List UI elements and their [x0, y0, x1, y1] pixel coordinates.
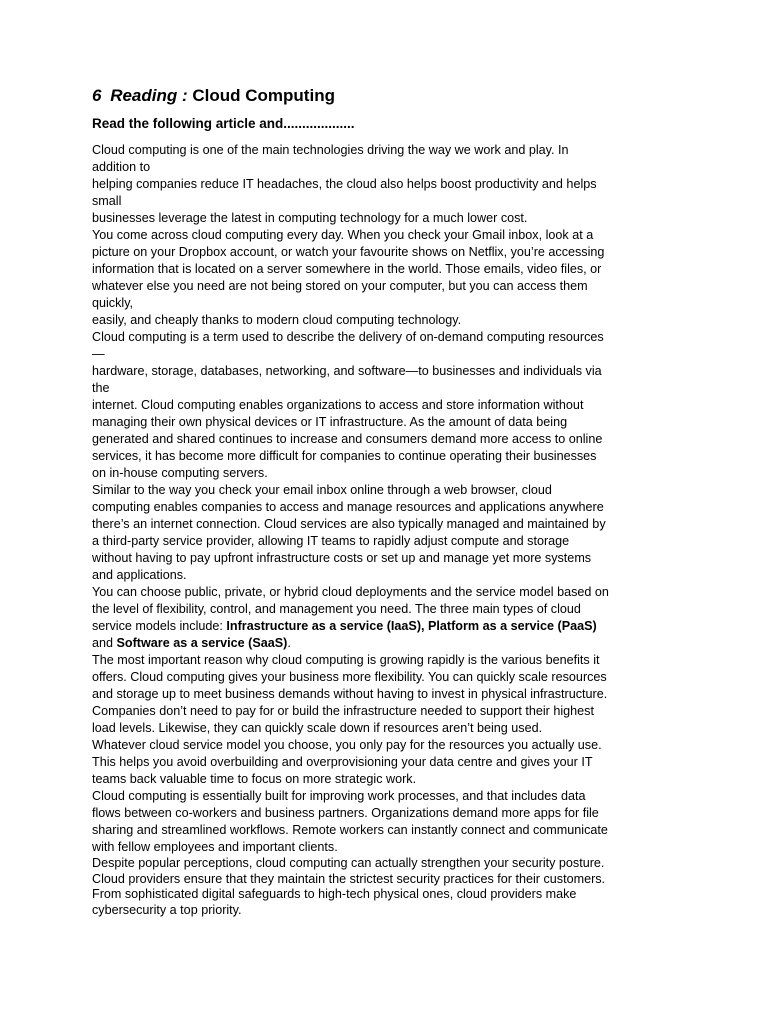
article-line [92, 669, 692, 686]
article-line [92, 872, 692, 888]
article-line [92, 903, 692, 919]
article-line [92, 737, 692, 754]
article-line [92, 887, 692, 903]
article-line [92, 822, 692, 839]
text-run: sharing and streamlined workflows. Remote workers can instantly connect and communicate [92, 823, 608, 837]
text-run: This helps you avoid overbuilding and overprovisioning your data centre and gives your IT [92, 755, 593, 769]
article-line [92, 346, 692, 363]
section-heading [92, 86, 335, 106]
article-line [92, 754, 692, 771]
text-run: quickly, [92, 296, 134, 310]
section-label: Reading : [110, 86, 188, 105]
text-run: on in-house computing servers. [92, 466, 268, 480]
text-run: — [92, 347, 105, 361]
text-run: easily, and cheaply thanks to modern cloud computing technology. [92, 313, 462, 327]
text-run: there’s an internet connection. Cloud services are also typically managed and maintained by [92, 517, 606, 531]
text-run: From sophisticated digital safeguards to high-tech physical ones, cloud providers make [92, 887, 577, 901]
section-number: 6 [92, 86, 102, 105]
text-run: service models include: [92, 619, 227, 633]
text-run: computing enables companies to access and manage resources and applications anywhere [92, 500, 604, 514]
text-run: the [92, 381, 110, 395]
article-line [92, 533, 692, 550]
text-run: Similar to the way you check your email inbox online through a web browser, cloud [92, 483, 552, 497]
text-run: addition to [92, 160, 151, 174]
text-run: . [287, 636, 291, 650]
text-run: small [92, 194, 122, 208]
article-line [92, 686, 692, 703]
article-line [92, 329, 692, 346]
article-line [92, 703, 692, 720]
article-line [92, 363, 692, 380]
bold-term: Infrastructure as a service (IaaS), Platform as a service (PaaS) [226, 619, 597, 633]
article-line [92, 227, 692, 244]
article-line [92, 856, 692, 872]
text-run: picture on your Dropbox account, or watch your favourite shows on Netflix, you’re accessing [92, 245, 605, 259]
text-run: information that is located on a server somewhere in the world. Those emails, video files, or [92, 262, 602, 276]
text-run: businesses leverage the latest in computing technology for a much lower cost. [92, 211, 528, 225]
article-body [92, 142, 692, 918]
article-line [92, 261, 692, 278]
text-run: Companies don’t need to pay for or build the infrastructure needed to support their highest [92, 704, 594, 718]
article-line [92, 278, 692, 295]
article-line [92, 652, 692, 669]
text-run: without having to pay upfront infrastructure costs or set up and manage yet more systems [92, 551, 592, 565]
article-line [92, 499, 692, 516]
article-line [92, 771, 692, 788]
text-run: offers. Cloud computing gives your business more flexibility. You can quickly scale resources [92, 670, 607, 684]
article-line [92, 448, 692, 465]
bold-term: Software as a service (SaaS) [116, 636, 288, 650]
text-run: and applications. [92, 568, 187, 582]
text-run: hardware, storage, databases, networking, and software—to businesses and individuals via [92, 364, 602, 378]
article-line [92, 210, 692, 227]
article-line [92, 805, 692, 822]
text-run: You can choose public, private, or hybrid cloud deployments and the service model based on [92, 585, 609, 599]
text-run: Cloud computing is a term used to describe the delivery of on-demand computing resources [92, 330, 604, 344]
article-line [92, 295, 692, 312]
text-run: teams back valuable time to focus on more strategic work. [92, 772, 417, 786]
article-line [92, 414, 692, 431]
article-line [92, 312, 692, 329]
article-line [92, 601, 692, 618]
text-run: whatever else you need are not being stored on your computer, but you can access them [92, 279, 588, 293]
article-line [92, 567, 692, 584]
article-line [92, 380, 692, 397]
text-run: cybersecurity a top priority. [92, 902, 242, 917]
article-line [92, 142, 692, 159]
text-run: Cloud computing is one of the main technologies driving the way we work and play. In [92, 143, 569, 157]
text-run: You come across cloud computing every day. When you check your Gmail inbox, look at a [92, 228, 594, 242]
article-line [92, 618, 692, 635]
article-line [92, 584, 692, 601]
article-line [92, 516, 692, 533]
article-line [92, 635, 692, 652]
article-line [92, 193, 692, 210]
text-run: flows between co-workers and business partners. Organizations demand more apps for file [92, 806, 599, 820]
article-line [92, 397, 692, 414]
text-run: with fellow employees and important clients. [92, 840, 338, 854]
text-run: Despite popular perceptions, cloud computing can actually strengthen your security posture. [92, 856, 605, 870]
article-line [92, 431, 692, 448]
article-line [92, 550, 692, 567]
text-run: a third-party service provider, allowing IT teams to rapidly adjust compute and storage [92, 534, 570, 548]
article-line [92, 839, 692, 856]
text-run: services, it has become more difficult for companies to continue operating their businesses [92, 449, 597, 463]
article-line [92, 244, 692, 261]
text-run: generated and shared continues to increase and consumers demand more access to online [92, 432, 603, 446]
text-run: and storage up to meet business demands without having to invest in physical infrastructure. [92, 687, 608, 701]
text-run: internet. Cloud computing enables organizations to access and store information without [92, 398, 584, 412]
article-line [92, 159, 692, 176]
reading-instruction: Read the following article and................... [92, 116, 355, 131]
section-title: Cloud Computing [192, 86, 335, 105]
text-run: Whatever cloud service model you choose, you only pay for the resources you actually use. [92, 738, 602, 752]
text-run: and [92, 636, 117, 650]
text-run: Cloud computing is essentially built for improving work processes, and that includes data [92, 789, 586, 803]
article-line [92, 482, 692, 499]
text-run: helping companies reduce IT headaches, the cloud also helps boost productivity and helps [92, 177, 597, 191]
article-line [92, 720, 692, 737]
text-run: The most important reason why cloud computing is growing rapidly is the various benefits it [92, 653, 600, 667]
text-run: load levels. Likewise, they can quickly scale down if resources aren’t being used. [92, 721, 543, 735]
article-line [92, 465, 692, 482]
text-run: the level of flexibility, control, and management you need. The three main types of cloud [92, 602, 581, 616]
text-run: managing their own physical devices or IT infrastructure. As the amount of data being [92, 415, 568, 429]
article-line [92, 176, 692, 193]
article-line [92, 788, 692, 805]
text-run: Cloud providers ensure that they maintain the strictest security practices for their customers. [92, 871, 606, 886]
